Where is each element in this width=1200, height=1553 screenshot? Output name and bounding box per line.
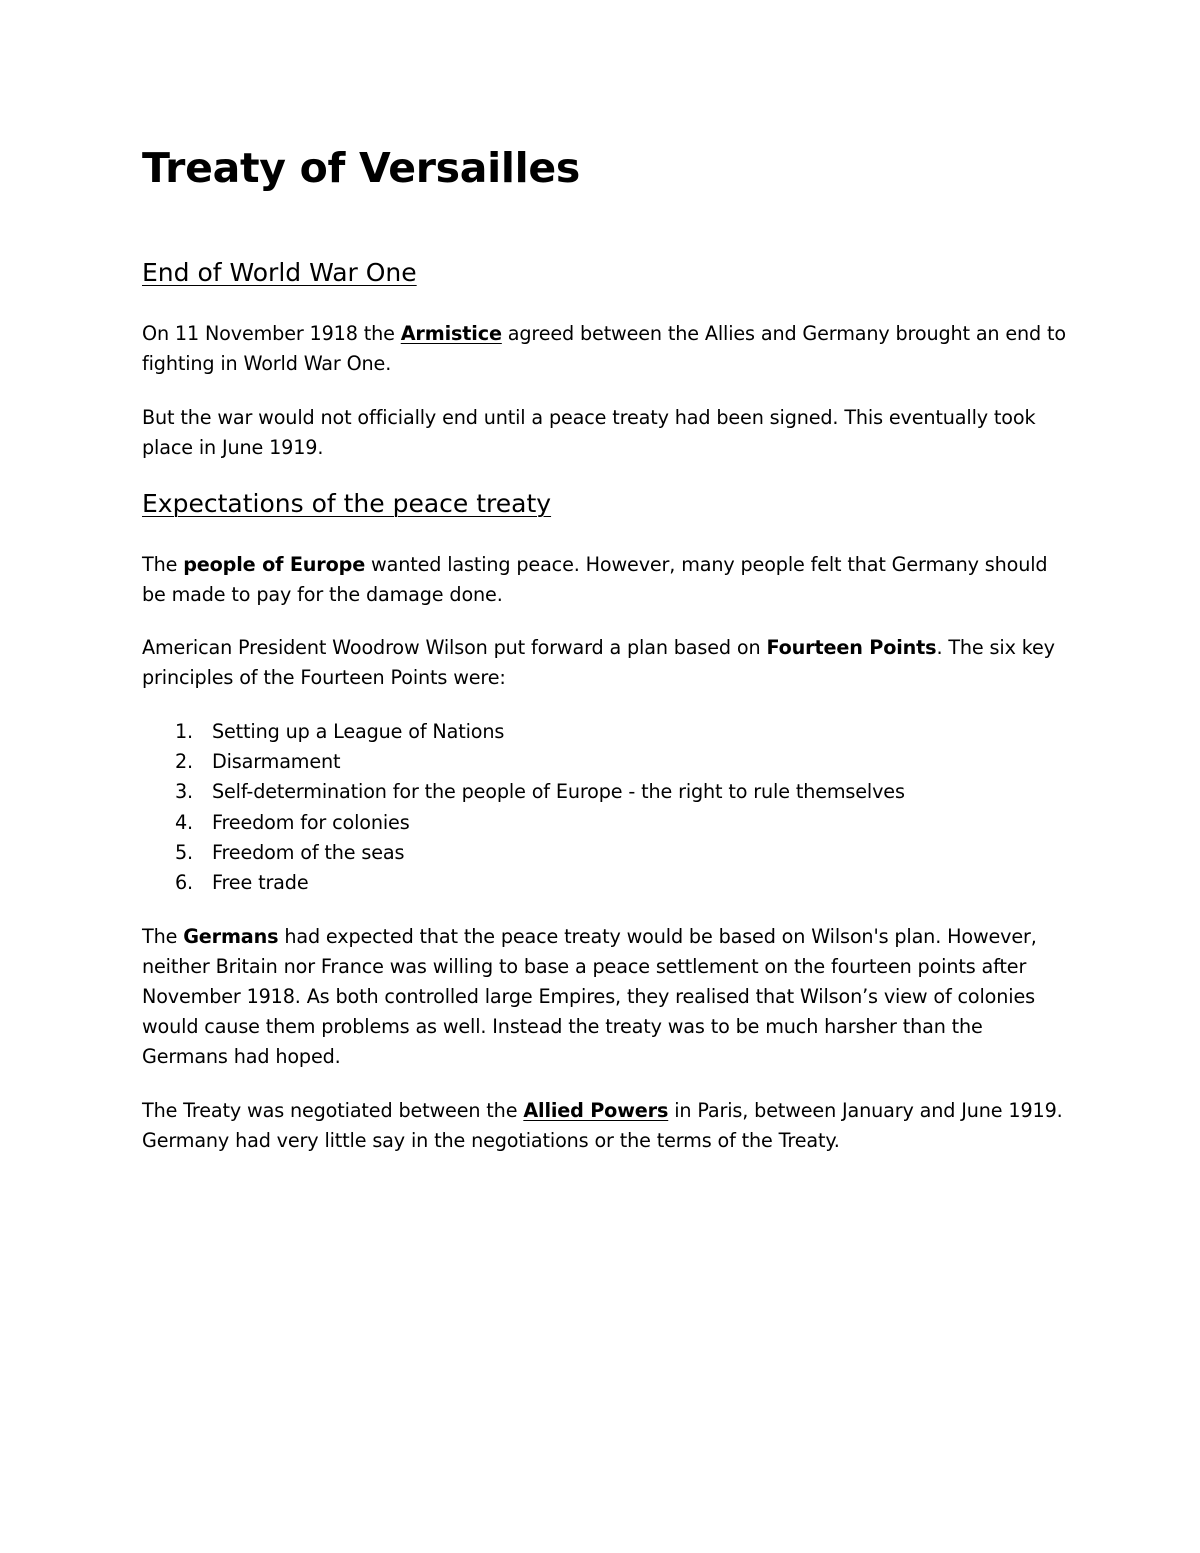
paragraph-text: agreed between the Allies and Germany brought an end to fighting in World War One. <box>142 322 1067 375</box>
list-item-text: Freedom of the seas <box>212 840 405 864</box>
bold-term-people-of-europe: people of Europe <box>183 553 366 576</box>
paragraph-text: . The six key principles of the Fourteen Points were: <box>142 636 1055 689</box>
bold-term-fourteen-points: Fourteen Points <box>766 636 937 659</box>
paragraph-text: The <box>142 553 184 576</box>
list-item-text: Setting up a League of Nations <box>212 720 505 743</box>
paragraph-germans-expectations <box>142 922 1072 1072</box>
list-item-text: Self-determination for the people of Europe - the right to rule themselves <box>212 780 905 804</box>
list-item-text: Freedom for colonies <box>212 810 410 834</box>
paragraph-war-end: But the war would not officially end until a peace treaty had been signed. This eventually took place in June 1919. <box>142 406 1036 459</box>
list-number: 1. <box>175 720 194 743</box>
paragraph-text: The <box>142 925 184 948</box>
section-heading-expectations: Expectations of the peace treaty <box>142 489 552 518</box>
list-item-text: Disarmament <box>212 750 341 774</box>
list-item <box>142 717 905 747</box>
paragraph-armistice <box>142 319 1072 379</box>
paragraph-text: in Paris, between January and June 1919. Germany had very little say in the negotiations or the terms of the Treaty. <box>142 1099 1063 1152</box>
list-number: 6. <box>175 871 194 895</box>
allied-powers-link[interactable]: Allied Powers <box>523 1099 669 1122</box>
list-number: 2. <box>175 750 194 774</box>
paragraph-text: American President Woodrow Wilson put forward a plan based on <box>142 636 767 659</box>
list-number: 4. <box>175 810 194 834</box>
paragraph-fourteen-points <box>142 633 1072 693</box>
section-heading-end-of-war: End of World War One <box>142 258 417 287</box>
armistice-link[interactable]: Armistice <box>400 322 502 345</box>
paragraph-text: had expected that the peace treaty would be based on Wilson's plan. However, neither Britain nor France was willing to base a peace settlement on the fourteen points after November 1918. As both controlled large Empires, they realised that Wilson’s view of colonies would cause them problems as well. Instead the treaty was to be much harsher than the Germans had hoped. <box>142 925 1037 1068</box>
list-number: 5. <box>175 840 194 864</box>
paragraph-text: On 11 November 1918 the <box>142 322 401 345</box>
list-item <box>142 838 905 868</box>
bold-term-germans: Germans <box>183 925 279 948</box>
list-item <box>142 808 905 838</box>
list-item <box>142 777 905 807</box>
list-item <box>142 868 905 898</box>
document-title: Treaty of Versailles <box>142 144 580 192</box>
fourteen-points-list <box>142 717 905 898</box>
paragraph-text: wanted lasting peace. However, many people felt that Germany should be made to pay for the damage done. <box>142 553 1048 606</box>
paragraph-text: The Treaty was negotiated between the <box>142 1099 524 1122</box>
list-number: 3. <box>175 780 194 804</box>
paragraph-people-of-europe <box>142 550 1072 610</box>
paragraph-negotiations <box>142 1096 1072 1156</box>
list-item <box>142 747 905 777</box>
list-item-text: Free trade <box>212 871 309 895</box>
